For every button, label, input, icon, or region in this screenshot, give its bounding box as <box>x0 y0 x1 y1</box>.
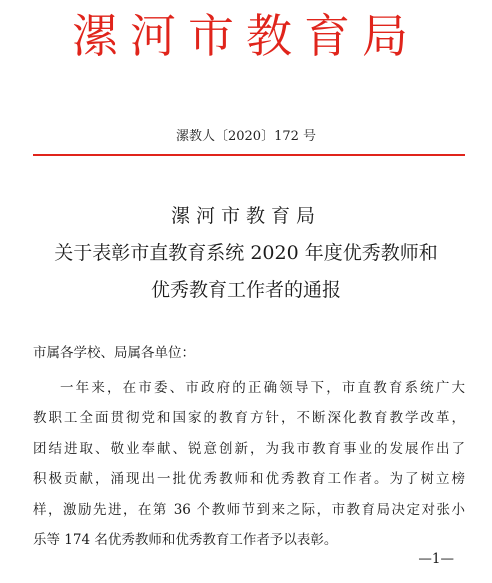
body-line: 团结进取、敬业奉献、锐意创新，为我市教育事业的发展作出了 <box>33 440 465 457</box>
body-paragraph <box>33 373 465 555</box>
masthead-issuer: 漯河市教育局 <box>72 9 420 63</box>
document-title <box>0 198 492 309</box>
salutation: 市属各学校、局属各单位： <box>33 345 195 361</box>
body-line: 样，激励先进，在第 36 个教师节到来之际，市教育局决定对张小 <box>33 501 465 518</box>
body-line: 一年来，在市委、市政府的正确领导下，市直教育系统广大 <box>60 380 465 396</box>
title-line-subject-cont: 优秀教育工作者的通报 <box>150 279 341 301</box>
document-number: 漯教人〔2020〕172 号 <box>175 129 317 144</box>
title-line-subject: 关于表彰市直教育系统 2020 年度优秀教师和 <box>54 242 438 264</box>
body-line: 积极贡献，涌现出一批优秀教师和优秀教育工作者。为了树立榜 <box>33 471 465 488</box>
page-number: —1— <box>418 551 454 567</box>
red-divider-rule <box>33 154 465 156</box>
title-line-issuer: 漯河市教育局 <box>170 205 321 227</box>
body-line: 教职工全面贯彻党和国家的教育方针，不断深化教育教学改革， <box>33 410 465 427</box>
body-line: 乐等 174 名优秀教师和优秀教育工作者予以表彰。 <box>33 532 338 549</box>
